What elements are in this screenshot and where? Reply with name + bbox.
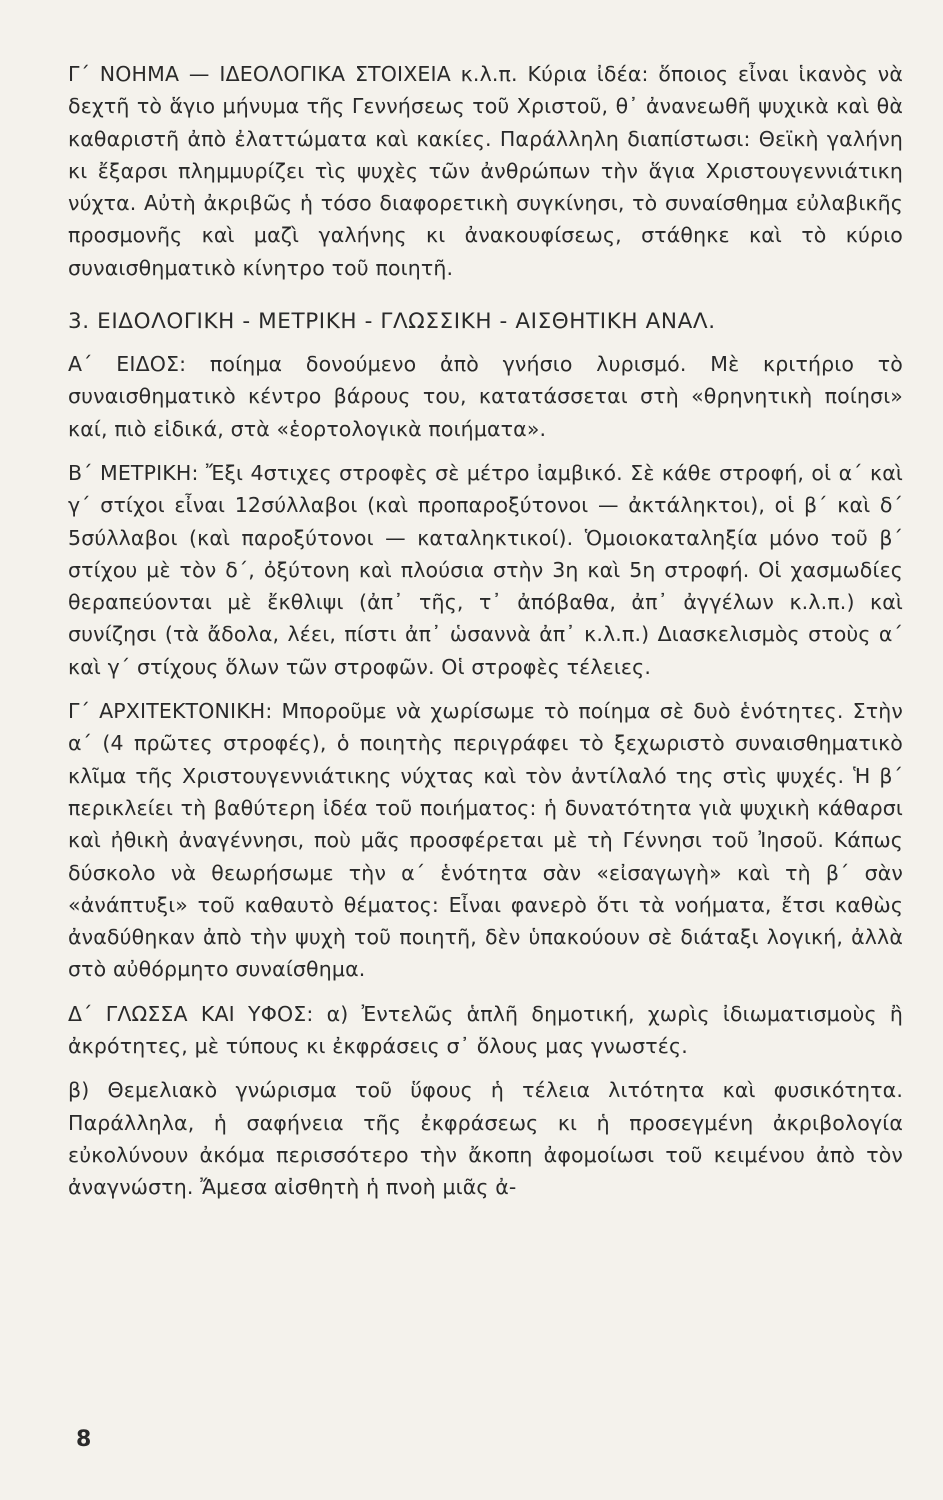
paragraph-noima: Γ΄ ΝΟΗΜΑ — ΙΔΕΟΛΟΓΙΚΑ ΣΤΟΙΧΕΙΑ κ.λ.π. Κύρια ἰδέα: ὅποιος εἶναι ἱκανὸς νὰ δεχτῆ τὸ ἅγιο μήνυμα τῆς Γεννήσεως τοῦ Χριστοῦ, θ᾽ ἀνανεωθῆ ψυχικὰ καὶ θὰ καθαριστῆ ἀπὸ ἐλαττώματα καὶ κακίες. Παράλληλη διαπίστωσι: Θεϊκὴ γαλήνη κι ἔξαρσι πλημμυρίζει τὶς ψυχὲς τῶν ἀνθρώπων τὴν ἅγια Χριστουγεννιάτικη νύχτα. Αὐτὴ ἀκριβῶς ἡ τόσο διαφορετικὴ συγκίνησι, τὸ συναίσθημα εὐλαβικῆς προσμονῆς καὶ μαζὶ γαλήνης κι ἀνακουφίσεως, στάθηκε καὶ τὸ κύριο συναισθηματικὸ κίνητρο τοῦ ποιητῆ.: [68, 62, 903, 280]
paragraph-glossa: Δ΄ ΓΛΩΣΣΑ ΚΑΙ ΥΦΟΣ: α) Ἐντελῶς ἁπλῆ δημοτική, χωρὶς ἰδιωματισμοὺς ἢ ἀκρότητες, μὲ τύπους κι ἐκφράσεις σ᾽ ὅλους μας γνωστές.: [68, 1001, 903, 1059]
paragraph-metriki: Β΄ ΜΕΤΡΙΚΗ: Ἔξι 4στιχες στροφὲς σὲ μέτρο ἰαμβικό. Σὲ κάθε στροφή, οἱ α΄ καὶ γ΄ στίχοι εἶναι 12σύλλαβοι (καὶ προπαροξύτονοι — ἀκτάληκτοι), οἱ β΄ καὶ δ΄ 5σύλλαβοι (καὶ παροξύτονοι — καταληκτικοί). Ὁμοιοκαταληξία μόνο τοῦ β΄ στίχου μὲ τὸν δ΄, ὀξύτονη καὶ πλούσια στὴν 3η καὶ 5η στροφή. Οἱ χασμωδίες θεραπεύονται μὲ ἔκθλιψι (ἀπ᾽ τῆς, τ᾽ ἀπόβαθα, ἀπ᾽ ἀγγέλων κ.λ.π.) καὶ συνίζησι (τὰ ἄδολα, λέει, πίστι ἀπ᾽ ὡσαννὰ ἀπ᾽ κ.λ.π.) Διασκελισμὸς στοὺς α΄ καὶ γ΄ στίχους ὅλων τῶν στροφῶν. Οἱ στροφὲς τέλειες.: [68, 460, 903, 679]
paragraph-eidos: Α΄ ΕΙΔΟΣ: ποίημα δονούμενο ἀπὸ γνήσιο λυρισμό. Μὲ κριτήριο τὸ συναισθηματικὸ κέντρο βάρους του, κατατάσσεται στὴ «θρηνητικὴ ποίησι» καί, πιὸ εἰδικά, στὰ «ἑορτολογικὰ ποιήματα».: [68, 352, 903, 441]
paragraph-yfos: β) Θεμελιακὸ γνώρισμα τοῦ ὕφους ἡ τέλεια λιτότητα καὶ φυσικότητα. Παράλληλα, ἡ σαφήνεια τῆς ἐκφράσεως κι ἡ προσεγμένη ἀκριβολογία εὐκολύνουν ἀκόμα περισσότερο τὴν ἄκοπη ἀφομοίωσι τοῦ κειμένου ἀπὸ τὸν ἀναγνώστη. Ἄμεσα αἰσθητὴ ἡ πνοὴ μιᾶς ἀ-: [68, 1078, 903, 1200]
section-heading: 3. ΕΙΔΟΛΟΓΙΚΗ - ΜΕΤΡΙΚΗ - ΓΛΩΣΣΙΚΗ - ΑΙΣΘΗΤΙΚΗ ΑΝΑΛ.: [68, 309, 716, 335]
page-number: 8: [76, 1427, 92, 1452]
paragraph-architektoniki: Γ΄ ΑΡΧΙΤΕΚΤΟΝΙΚΗ: Μποροῦμε νὰ χωρίσωμε τὸ ποίημα σὲ δυὸ ἑνότητες. Στὴν α΄ (4 πρῶτες στροφές), ὁ ποιητὴς περιγράφει τὸ ξεχωριστὸ συναισθηματικὸ κλῖμα τῆς Χριστουγεννιάτικης νύχτας καὶ τὸν ἀντίλαλό της στὶς ψυχές. Ἡ β΄ περικλείει τὴ βαθύτερη ἰδέα τοῦ ποιήματος: ἡ δυνατότητα γιὰ ψυχικὴ κάθαρσι καὶ ἠθικὴ ἀναγέννησι, ποὺ μᾶς προσφέρεται μὲ τὴ Γέννησι τοῦ Ἰησοῦ. Κάπως δύσκολο νὰ θεωρήσωμε τὴν α΄ ἑνότητα σὰν «εἰσαγωγὴ» καὶ τὴ β΄ σὰν «ἀνάπτυξι» τοῦ καθαυτὸ θέματος: Εἶναι φανερὸ ὅτι τὰ νοήματα, ἔτσι καθὼς ἀναδύθηκαν ἀπὸ τὴν ψυχὴ τοῦ ποιητῆ, δὲν ὑπακούουν σὲ διάταξι λογική, ἀλλὰ στὸ αὐθόρμητο συναίσθημα.: [68, 699, 903, 982]
